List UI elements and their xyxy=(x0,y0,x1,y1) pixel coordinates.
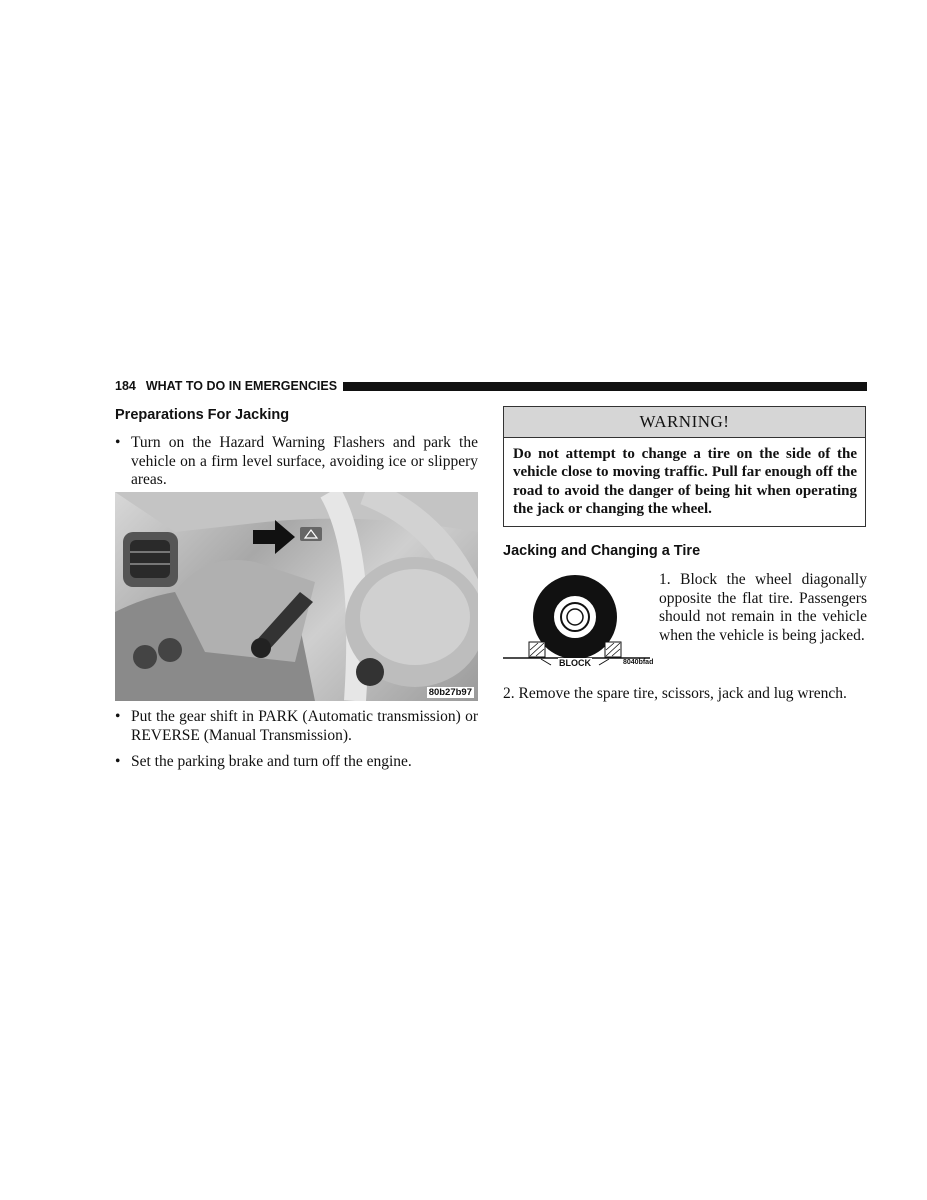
section-title: WHAT TO DO IN EMERGENCIES xyxy=(145,379,338,393)
bullet-dot: • xyxy=(115,434,121,451)
bullet-dot: • xyxy=(115,753,121,770)
page-number: 184 xyxy=(115,379,136,393)
dashboard-photo xyxy=(115,492,478,701)
warning-title: WARNING! xyxy=(504,407,865,438)
header-rule xyxy=(343,382,867,391)
warning-text: Do not attempt to change a tire on the side of the vehicle close to moving traffic. Pull far enough off the road to avoid the danger of being hit when operating the jack or changing the wheel. xyxy=(513,446,857,518)
bullet-text: Set the parking brake and turn off the engine. xyxy=(131,753,412,770)
bullet-item xyxy=(115,753,478,772)
heading-preparations: Preparations For Jacking xyxy=(115,407,290,423)
hazard-switch-illustration xyxy=(115,492,478,701)
bullet-item xyxy=(115,434,478,490)
figure-id: 80b27b97 xyxy=(428,687,472,698)
heading-jacking: Jacking and Changing a Tire xyxy=(503,543,701,559)
step-2: 2. Remove the spare tire, scissors, jack and lug wrench. xyxy=(503,685,847,702)
figure-id: 8040bfad xyxy=(623,659,654,666)
step-1: 1. Block the wheel diagonally opposite the flat tire. Passengers should not remain in the vehicle when the vehicle is being jacked. xyxy=(659,571,867,644)
bullet-dot: • xyxy=(115,708,121,725)
bullet-text: Put the gear shift in PARK (Automatic transmission) or REVERSE (Manual Transmission). xyxy=(131,708,478,744)
tire-block-illustration xyxy=(503,570,653,670)
page-header xyxy=(115,378,867,394)
block-label: BLOCK xyxy=(559,658,591,668)
bullet-text: Turn on the Hazard Warning Flashers and park the vehicle on a firm level surface, avoiding ice or slippery areas. xyxy=(131,434,478,488)
warning-box xyxy=(503,406,866,527)
tire-block-figure xyxy=(503,570,653,670)
bullet-item xyxy=(115,708,478,745)
